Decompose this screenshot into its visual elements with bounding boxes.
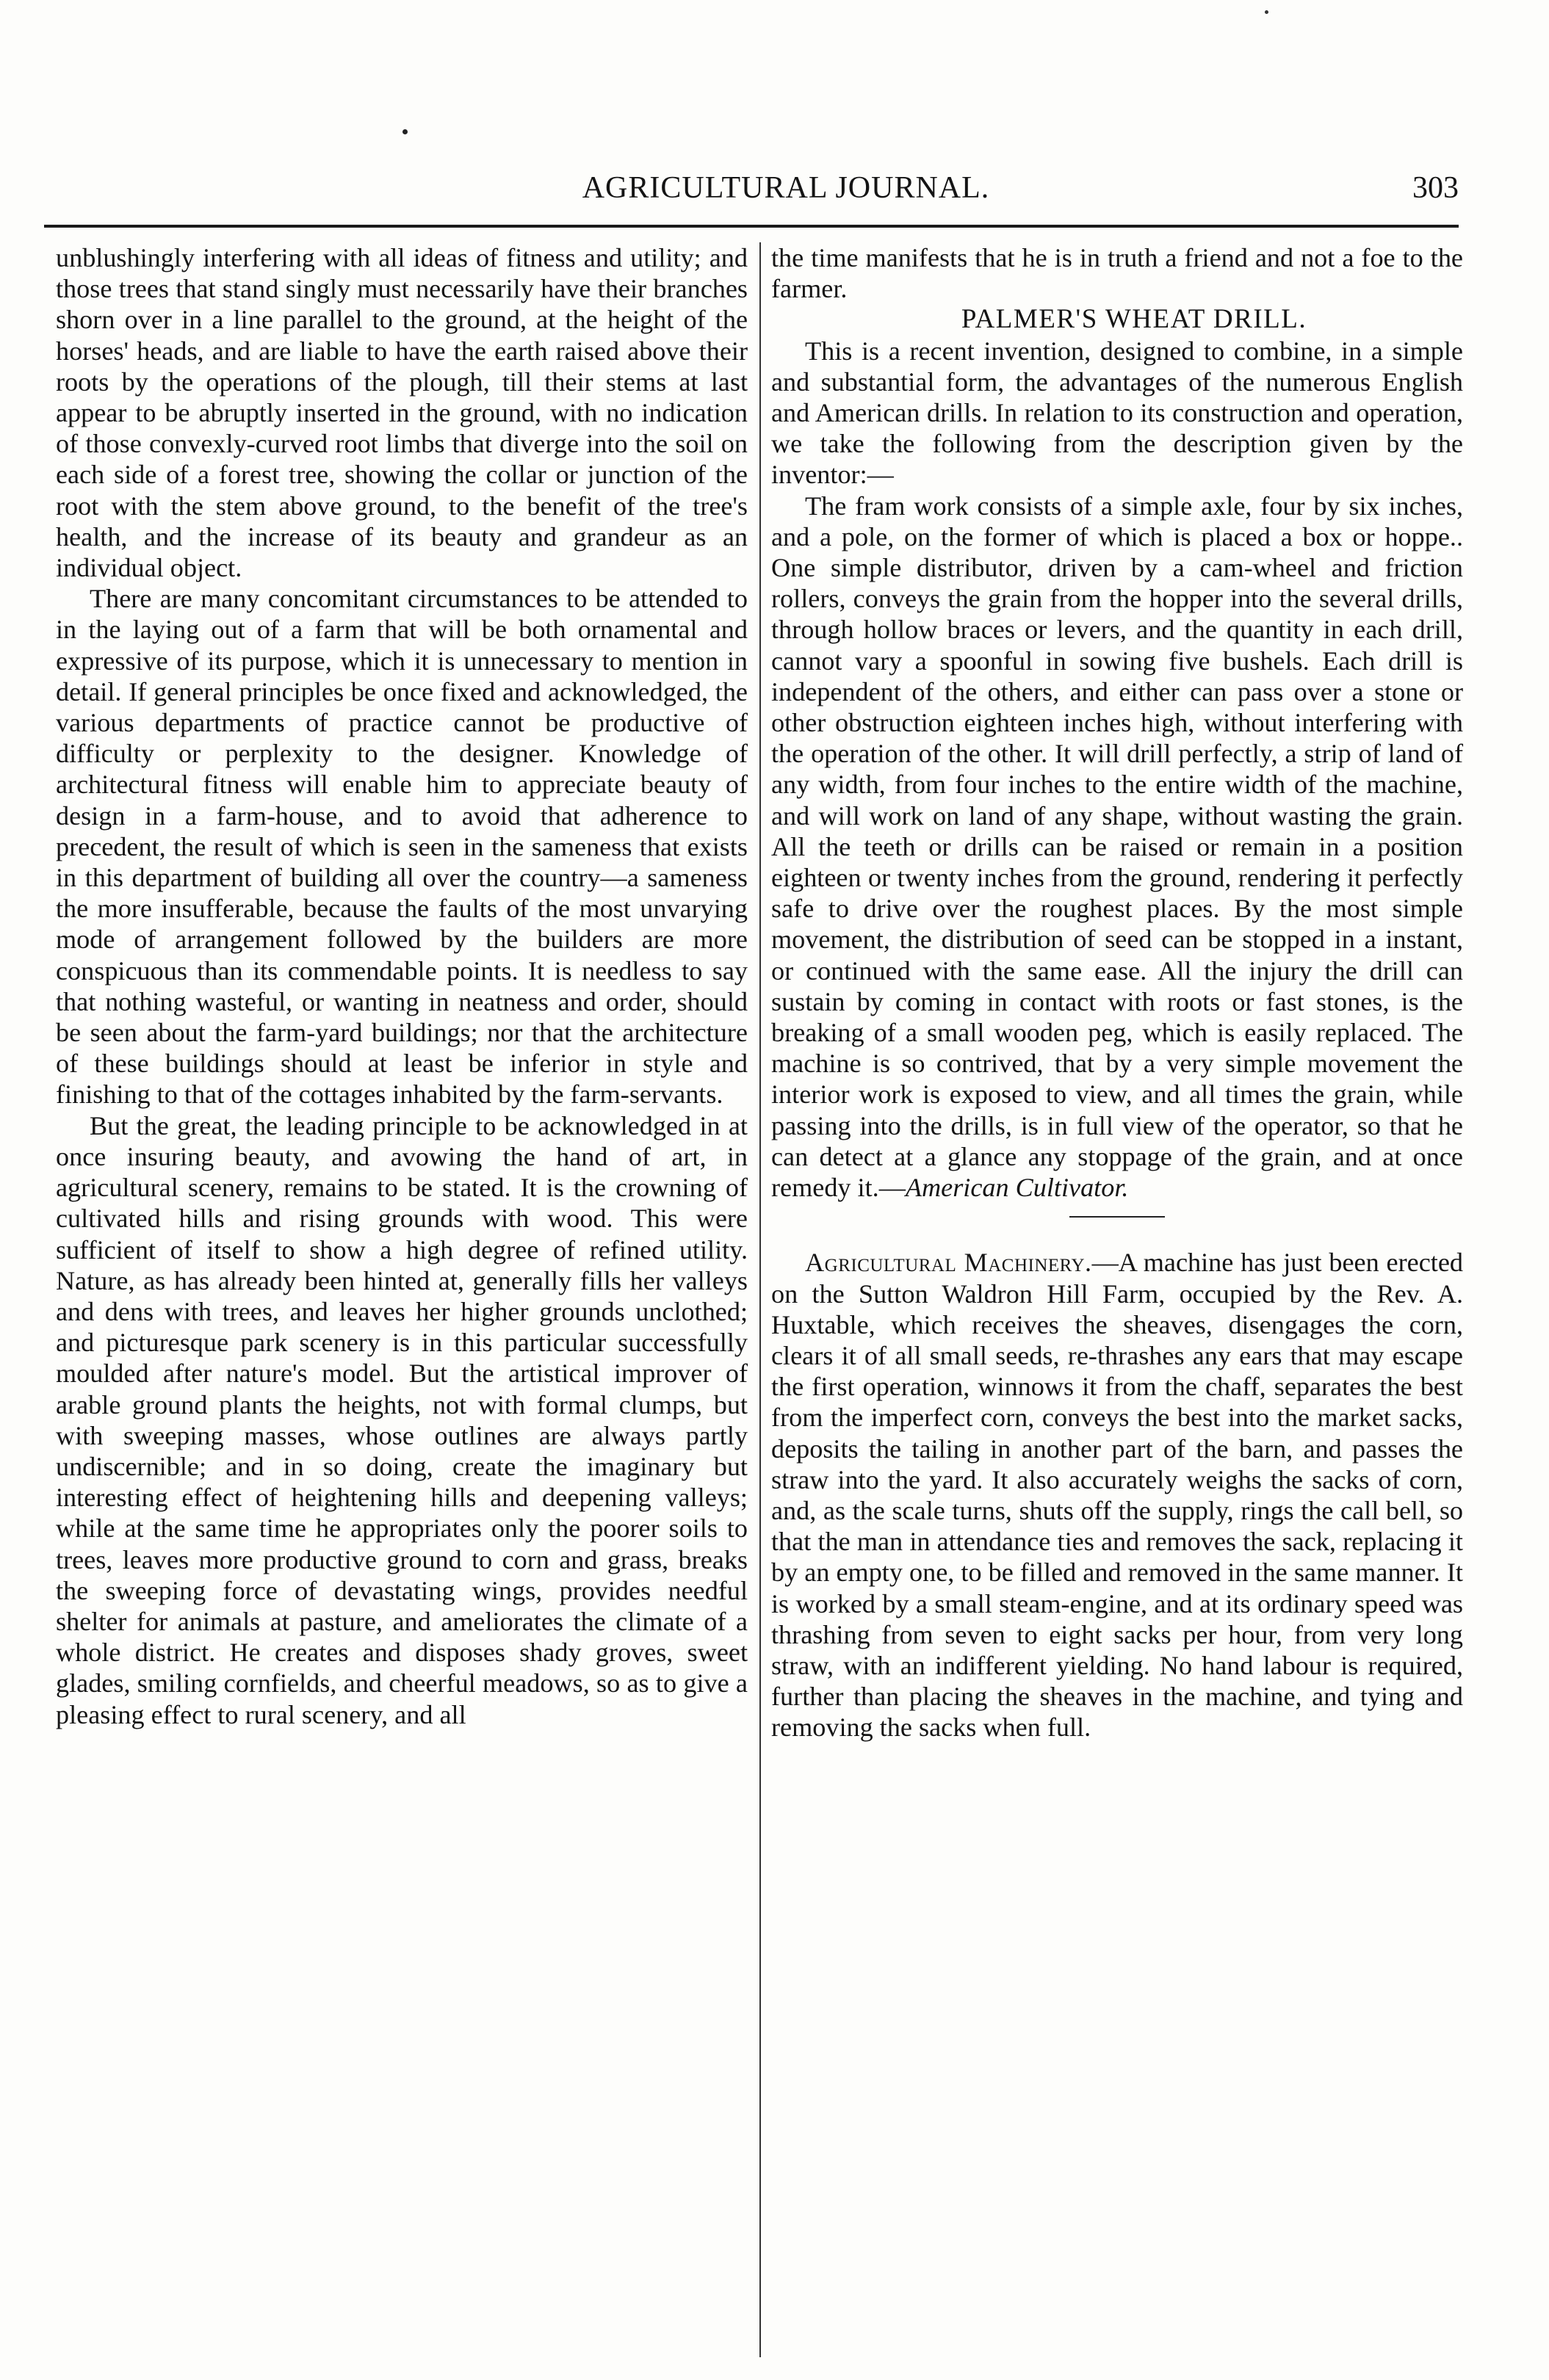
left-paragraph-2: There are many concomitant circumstances to be attended to in the laying out of a farm that will be both ornamental and expressive of its purpose, which it is unnecessary to mention in detail. If general principles be once fixed and acknowledged, the various departments of practice cannot be productive of difficulty or perplexity to the designer. Knowledge of architectural fitness will enable him to appreciate beauty of design in a farm-house, and to avoid that adherence to precedent, the result of which is seen in the sameness that exists in this department of building all over the country—a sameness the more insufferable, because the faults of the most unvarying mode of arrangement followed by the builders are more conspicuous than its commendable points. It is needless to say that nothing wasteful, or wanting in neatness and order, should be seen about the farm-yard buildings; nor that the architecture of these buildings should at least be inferior in style and finishing to that of the cottages inhabited by the farm-servants. <box>56 584 748 1110</box>
section-rule <box>1069 1216 1165 1218</box>
article-body: The fram work consists of a simple axle, four by six inches, and a pole, on the former of which is placed a box or hoppe.. One simple distributor, driven by a cam-wheel and friction rollers, conveys the grain from the hopper into the several drills, through hollow braces or levers, and the quantity in each drill, cannot vary a spoonful in sowing five bushels. Each drill is independent of the others, and either can pass over a stone or other obstruction eighteen inches high, without interfering with the operation of the other. It will drill perfectly, a strip of land of any width, from four inches to the entire width of the machine, and will work on land of any shape, without wasting the grain. All the teeth or drills can be raised or remain in a position eighteen or twenty inches from the ground, rendering it perfectly safe to drive over the roughest places. By the most simple movement, the distribution of seed can be stopped in a instant, or continued with the same ease. All the injury the drill can sustain by coming in contact with roots or fast stones, is the breaking of a small wooden peg, which is easily replaced. The machine is so contrived, that by a very simple movement the interior work is exposed to view, and all times the grain, while passing into the drills, is in full view of the operator, so that he can detect at a glance any stoppage of the grain, and at once remedy it.— <box>771 491 1463 1203</box>
article-paragraph-2 <box>771 491 1463 1204</box>
article-source: American Cultivator. <box>905 1173 1129 1203</box>
article2-heading: Agricultural Machinery. <box>805 1248 1092 1278</box>
page-header <box>44 170 1459 216</box>
header-rule <box>44 225 1459 228</box>
article2-text: —A machine has just been erected on the Sutton Waldron Hill Farm, occupied by the Rev. A. Huxtable, which receives the sheaves, disengages the corn, clears it of all small seeds, re-thrashes any ears that may escape the first operation, winnows it from the chaff, separates the best from the imperfect corn, conveys the best into the market sacks, deposits the tailing in another part of the barn, and passes the straw into the yard. It also accurately weighs the sacks of corn, and, as the scale turns, shuts off the supply, rings the call bell, so that the man in attendance ties and removes the sack, replacing it by an empty one, to be filled and removed in the same manner. It is worked by a small steam-engine, and at its ordinary speed was thrashing from seven to eight sacks per hour, from very long straw, with an indifferent yielding. No hand labour is required, further than placing the sheaves in the machine, and tying and removing the sacks when full. <box>771 1248 1463 1743</box>
right-paragraph-1: the time manifests that he is in truth a friend and not a foe to the farmer. <box>771 243 1463 304</box>
article-title: PALMER'S WHEAT DRILL. <box>961 304 1307 335</box>
left-paragraph-3: But the great, the leading principle to be acknowledged in at once insuring beauty, and avowing the hand of art, in agricultural scenery, remains to be stated. It is the crowning of cultivated hills and rising grounds with wood. This were sufficient of itself to show a high degree of refined utility. Nature, as has already been hinted at, generally fills her valleys and dens with trees, and leaves her higher grounds unclothed; and picturesque park scenery is in this particular successfully moulded after nature's model. But the artistical improver of arable ground plants the heights, not with formal clumps, but with sweeping masses, whose outlines are always partly undiscernible; and in so doing, create the imaginary but interesting effect of heightening hills and deepening valleys; while at the same time he appropriates only the poorer soils to trees, leaves more productive ground to corn and grass, breaks the sweeping force of devastating wings, provides needful shelter for animals at pasture, and ameliorates the climate of a whole district. He creates and disposes shady groves, sweet glades, smiling cornfields, and cheerful meadows, so as to give a pleasing effect to rural scenery, and all <box>56 1110 748 1729</box>
article2-paragraph <box>771 1247 1463 1743</box>
article-paragraph-1: This is a recent invention, designed to combine, in a simple and substantial form, the advantages of the numerous English and American drills. In relation to its construction and operation, we take the following from the description given by the inventor:— <box>771 336 1463 490</box>
right-column <box>771 242 1463 1743</box>
left-paragraph-1: unblushingly interfering with all ideas of fitness and utility; and those trees that stand singly must necessarily have their branches shorn over in a line parallel to the ground, at the height of the horses' heads, and are liable to have the earth raised above their roots by the operations of the plough, till their stems at last appear to be abruptly inserted in the ground, with no indication of those convexly-curved root limbs that diverge into the soil on each side of a forest tree, showing the collar or junction of the root with the stem above ground, to the benefit of the tree's health, and the increase of its beauty and grandeur as an individual object. <box>56 243 748 583</box>
running-title: AGRICULTURAL JOURNAL. <box>582 171 990 205</box>
page-number: 303 <box>1412 171 1459 205</box>
page-speck <box>1265 10 1268 14</box>
column-divider <box>759 242 761 2357</box>
page-speck <box>402 129 408 134</box>
left-column <box>56 242 748 1730</box>
